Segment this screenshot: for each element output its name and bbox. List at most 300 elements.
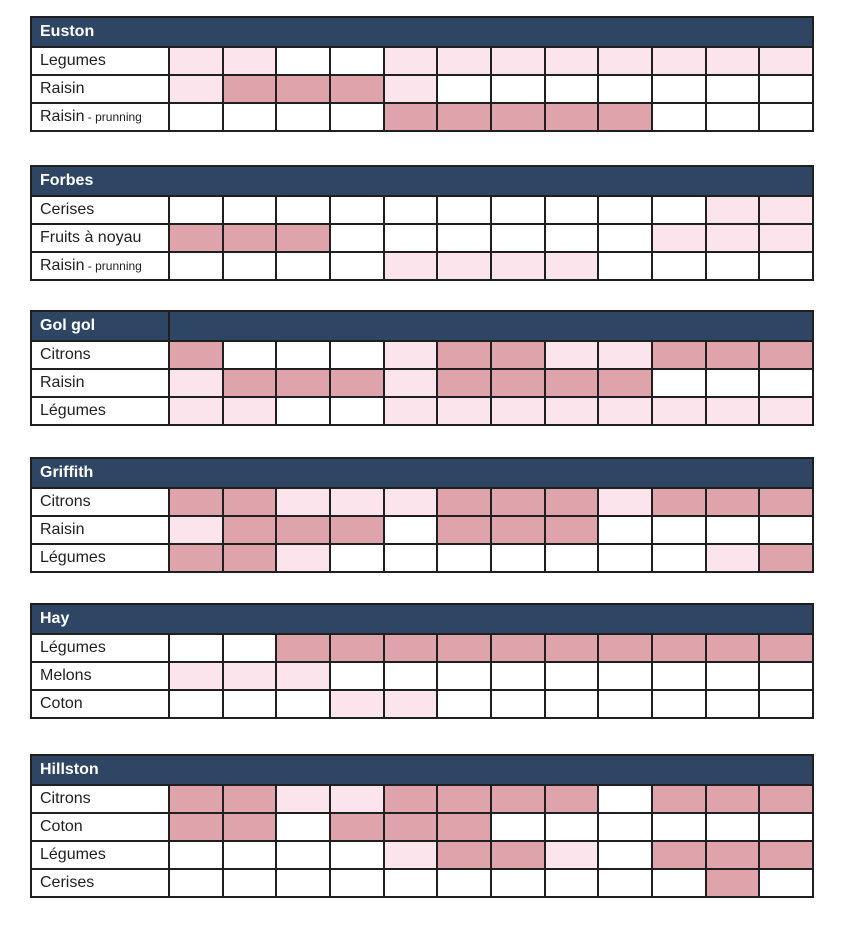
crop-label bbox=[31, 785, 169, 813]
month-cell bbox=[169, 397, 223, 425]
crop-label bbox=[31, 544, 169, 572]
crop-name: Raisin bbox=[40, 521, 85, 538]
month-cell bbox=[169, 813, 223, 841]
month-cell bbox=[706, 75, 760, 103]
month-cell bbox=[491, 544, 545, 572]
month-cell bbox=[276, 785, 330, 813]
month-cell bbox=[706, 690, 760, 718]
crop-label bbox=[31, 634, 169, 662]
month-cell bbox=[545, 813, 599, 841]
month-cell bbox=[759, 869, 813, 897]
month-cell bbox=[169, 224, 223, 252]
month-cell bbox=[545, 662, 599, 690]
month-cell bbox=[545, 634, 599, 662]
month-cell bbox=[384, 634, 438, 662]
month-cell bbox=[437, 662, 491, 690]
month-cell bbox=[759, 47, 813, 75]
month-cell bbox=[706, 488, 760, 516]
month-cell bbox=[276, 341, 330, 369]
month-cell bbox=[169, 662, 223, 690]
crop-name: Cerises bbox=[40, 201, 95, 218]
month-cell bbox=[545, 47, 599, 75]
month-cell bbox=[384, 397, 438, 425]
month-cell bbox=[276, 75, 330, 103]
month-cell bbox=[276, 516, 330, 544]
region-section bbox=[30, 310, 814, 426]
month-cell bbox=[491, 488, 545, 516]
month-cell bbox=[491, 75, 545, 103]
month-cell bbox=[652, 516, 706, 544]
month-cell bbox=[437, 690, 491, 718]
region-section bbox=[30, 457, 814, 573]
table-row bbox=[31, 103, 813, 131]
month-cell bbox=[759, 662, 813, 690]
schedule-table bbox=[30, 633, 814, 719]
table-row bbox=[31, 516, 813, 544]
region-header bbox=[30, 165, 814, 197]
month-cell bbox=[598, 544, 652, 572]
crop-label bbox=[31, 224, 169, 252]
month-cell bbox=[706, 869, 760, 897]
month-cell bbox=[169, 75, 223, 103]
month-cell bbox=[706, 516, 760, 544]
month-cell bbox=[223, 75, 277, 103]
month-cell bbox=[706, 369, 760, 397]
region-section bbox=[30, 16, 814, 132]
crop-name: Citrons bbox=[40, 346, 91, 363]
month-cell bbox=[384, 252, 438, 280]
table-row bbox=[31, 369, 813, 397]
month-cell bbox=[759, 841, 813, 869]
month-cell bbox=[598, 75, 652, 103]
month-cell bbox=[384, 690, 438, 718]
month-cell bbox=[276, 47, 330, 75]
month-cell bbox=[437, 488, 491, 516]
month-cell bbox=[276, 369, 330, 397]
month-cell bbox=[598, 369, 652, 397]
crop-name: Raisin bbox=[40, 108, 85, 125]
month-cell bbox=[706, 196, 760, 224]
month-cell bbox=[652, 75, 706, 103]
month-cell bbox=[169, 841, 223, 869]
region-title: Forbes bbox=[40, 172, 94, 189]
month-cell bbox=[223, 516, 277, 544]
month-cell bbox=[759, 196, 813, 224]
crop-name: Citrons bbox=[40, 790, 91, 807]
month-cell bbox=[598, 634, 652, 662]
schedule-table bbox=[30, 195, 814, 281]
month-cell bbox=[276, 841, 330, 869]
month-cell bbox=[759, 634, 813, 662]
month-cell bbox=[759, 813, 813, 841]
crop-name: Coton bbox=[40, 818, 83, 835]
month-cell bbox=[169, 690, 223, 718]
month-cell bbox=[276, 690, 330, 718]
month-cell bbox=[169, 47, 223, 75]
month-cell bbox=[545, 103, 599, 131]
month-cell bbox=[545, 252, 599, 280]
month-cell bbox=[652, 224, 706, 252]
month-cell bbox=[223, 544, 277, 572]
month-cell bbox=[759, 224, 813, 252]
crop-name: Melons bbox=[40, 667, 92, 684]
month-cell bbox=[545, 869, 599, 897]
table-row bbox=[31, 196, 813, 224]
month-cell bbox=[598, 516, 652, 544]
month-cell bbox=[706, 785, 760, 813]
month-cell bbox=[706, 224, 760, 252]
month-cell bbox=[545, 196, 599, 224]
month-cell bbox=[652, 369, 706, 397]
month-cell bbox=[437, 397, 491, 425]
month-cell bbox=[330, 397, 384, 425]
region-section bbox=[30, 754, 814, 898]
table-row bbox=[31, 397, 813, 425]
month-cell bbox=[330, 341, 384, 369]
month-cell bbox=[598, 252, 652, 280]
month-cell bbox=[223, 252, 277, 280]
month-cell bbox=[169, 103, 223, 131]
month-cell bbox=[169, 869, 223, 897]
table-row bbox=[31, 662, 813, 690]
month-cell bbox=[706, 544, 760, 572]
month-cell bbox=[706, 341, 760, 369]
month-cell bbox=[384, 488, 438, 516]
month-cell bbox=[169, 634, 223, 662]
region-title: Hillston bbox=[40, 761, 99, 778]
month-cell bbox=[223, 662, 277, 690]
month-cell bbox=[491, 103, 545, 131]
month-cell bbox=[437, 196, 491, 224]
month-cell bbox=[759, 397, 813, 425]
crop-label bbox=[31, 369, 169, 397]
crop-label bbox=[31, 397, 169, 425]
month-cell bbox=[437, 516, 491, 544]
crop-label bbox=[31, 488, 169, 516]
month-cell bbox=[276, 252, 330, 280]
month-cell bbox=[545, 544, 599, 572]
month-cell bbox=[437, 369, 491, 397]
month-cell bbox=[330, 196, 384, 224]
month-cell bbox=[491, 841, 545, 869]
region-section bbox=[30, 603, 814, 719]
month-cell bbox=[759, 516, 813, 544]
month-cell bbox=[491, 252, 545, 280]
month-cell bbox=[330, 47, 384, 75]
crop-label bbox=[31, 813, 169, 841]
month-cell bbox=[545, 488, 599, 516]
month-cell bbox=[545, 75, 599, 103]
month-cell bbox=[169, 785, 223, 813]
month-cell bbox=[330, 690, 384, 718]
table-row bbox=[31, 75, 813, 103]
month-cell bbox=[598, 103, 652, 131]
month-cell bbox=[652, 252, 706, 280]
region-title: Griffith bbox=[40, 464, 94, 481]
region-header bbox=[30, 603, 814, 635]
crop-name: Citrons bbox=[40, 493, 91, 510]
month-cell bbox=[276, 634, 330, 662]
table-row bbox=[31, 634, 813, 662]
month-cell bbox=[384, 196, 438, 224]
month-cell bbox=[330, 103, 384, 131]
month-cell bbox=[491, 634, 545, 662]
month-cell bbox=[223, 488, 277, 516]
month-cell bbox=[598, 690, 652, 718]
month-cell bbox=[437, 224, 491, 252]
crop-name: Fruits à noyau bbox=[40, 229, 142, 246]
month-cell bbox=[652, 488, 706, 516]
month-cell bbox=[759, 341, 813, 369]
month-cell bbox=[330, 369, 384, 397]
region-section bbox=[30, 165, 814, 281]
month-cell bbox=[437, 103, 491, 131]
month-cell bbox=[759, 252, 813, 280]
month-cell bbox=[437, 869, 491, 897]
month-cell bbox=[652, 690, 706, 718]
table-row bbox=[31, 252, 813, 280]
month-cell bbox=[491, 869, 545, 897]
month-cell bbox=[223, 634, 277, 662]
month-cell bbox=[706, 634, 760, 662]
crop-label bbox=[31, 47, 169, 75]
month-cell bbox=[545, 841, 599, 869]
month-cell bbox=[384, 341, 438, 369]
region-header bbox=[30, 310, 814, 342]
month-cell bbox=[223, 813, 277, 841]
month-cell bbox=[223, 196, 277, 224]
table-row bbox=[31, 869, 813, 897]
month-cell bbox=[545, 397, 599, 425]
month-cell bbox=[276, 103, 330, 131]
month-cell bbox=[330, 841, 384, 869]
month-cell bbox=[223, 690, 277, 718]
month-cell bbox=[491, 690, 545, 718]
month-cell bbox=[437, 544, 491, 572]
month-cell bbox=[598, 662, 652, 690]
month-cell bbox=[384, 516, 438, 544]
month-cell bbox=[759, 690, 813, 718]
month-cell bbox=[169, 369, 223, 397]
month-cell bbox=[330, 75, 384, 103]
month-cell bbox=[652, 869, 706, 897]
month-cell bbox=[223, 224, 277, 252]
month-cell bbox=[384, 544, 438, 572]
crop-name: Coton bbox=[40, 695, 83, 712]
month-cell bbox=[598, 841, 652, 869]
month-cell bbox=[759, 75, 813, 103]
month-cell bbox=[759, 785, 813, 813]
month-cell bbox=[169, 341, 223, 369]
month-cell bbox=[652, 341, 706, 369]
schedule-table bbox=[30, 487, 814, 573]
month-cell bbox=[706, 103, 760, 131]
month-cell bbox=[491, 224, 545, 252]
month-cell bbox=[491, 662, 545, 690]
crop-name: Raisin bbox=[40, 257, 85, 274]
month-cell bbox=[384, 785, 438, 813]
month-cell bbox=[437, 252, 491, 280]
month-cell bbox=[223, 341, 277, 369]
crop-label bbox=[31, 75, 169, 103]
month-cell bbox=[276, 224, 330, 252]
crop-label bbox=[31, 662, 169, 690]
crop-label bbox=[31, 841, 169, 869]
month-cell bbox=[330, 869, 384, 897]
month-cell bbox=[652, 103, 706, 131]
month-cell bbox=[437, 813, 491, 841]
month-cell bbox=[491, 785, 545, 813]
region-header bbox=[30, 754, 814, 786]
month-cell bbox=[598, 341, 652, 369]
region-header bbox=[30, 457, 814, 489]
crop-name: Raisin bbox=[40, 374, 85, 391]
month-cell bbox=[652, 397, 706, 425]
month-cell bbox=[169, 252, 223, 280]
month-cell bbox=[491, 369, 545, 397]
month-cell bbox=[223, 841, 277, 869]
month-cell bbox=[276, 196, 330, 224]
month-cell bbox=[276, 813, 330, 841]
month-cell bbox=[384, 662, 438, 690]
region-title: Hay bbox=[40, 610, 70, 627]
month-cell bbox=[491, 516, 545, 544]
schedule-table bbox=[30, 784, 814, 898]
month-cell bbox=[330, 813, 384, 841]
crop-label bbox=[31, 341, 169, 369]
month-cell bbox=[276, 397, 330, 425]
month-cell bbox=[598, 813, 652, 841]
crop-name: Légumes bbox=[40, 846, 106, 863]
month-cell bbox=[652, 544, 706, 572]
month-cell bbox=[223, 47, 277, 75]
month-cell bbox=[491, 341, 545, 369]
month-cell bbox=[384, 47, 438, 75]
month-cell bbox=[276, 488, 330, 516]
month-cell bbox=[545, 785, 599, 813]
month-cell bbox=[706, 841, 760, 869]
month-cell bbox=[598, 196, 652, 224]
crop-note: - prunning bbox=[84, 110, 142, 124]
month-cell bbox=[437, 341, 491, 369]
month-cell bbox=[223, 869, 277, 897]
crop-label bbox=[31, 252, 169, 280]
month-cell bbox=[276, 544, 330, 572]
month-cell bbox=[384, 103, 438, 131]
crop-label bbox=[31, 869, 169, 897]
month-cell bbox=[330, 544, 384, 572]
month-cell bbox=[652, 662, 706, 690]
month-cell bbox=[223, 103, 277, 131]
crop-name: Raisin bbox=[40, 80, 85, 97]
crop-note: - prunning bbox=[84, 259, 142, 273]
month-cell bbox=[706, 813, 760, 841]
table-row bbox=[31, 224, 813, 252]
month-cell bbox=[652, 813, 706, 841]
month-cell bbox=[598, 397, 652, 425]
month-cell bbox=[330, 252, 384, 280]
crop-name: Légumes bbox=[40, 639, 106, 656]
region-header bbox=[30, 16, 814, 48]
month-cell bbox=[545, 690, 599, 718]
month-cell bbox=[330, 634, 384, 662]
crop-name: Légumes bbox=[40, 549, 106, 566]
month-cell bbox=[598, 488, 652, 516]
crop-label bbox=[31, 103, 169, 131]
month-cell bbox=[652, 47, 706, 75]
crop-label bbox=[31, 690, 169, 718]
crop-label bbox=[31, 516, 169, 544]
month-cell bbox=[598, 224, 652, 252]
crop-name: Cerises bbox=[40, 874, 95, 891]
month-cell bbox=[169, 196, 223, 224]
month-cell bbox=[384, 224, 438, 252]
month-cell bbox=[545, 224, 599, 252]
month-cell bbox=[169, 488, 223, 516]
region-title: Euston bbox=[40, 23, 95, 40]
month-cell bbox=[330, 488, 384, 516]
month-cell bbox=[384, 869, 438, 897]
month-cell bbox=[759, 369, 813, 397]
month-cell bbox=[759, 103, 813, 131]
month-cell bbox=[330, 516, 384, 544]
month-cell bbox=[223, 397, 277, 425]
table-row bbox=[31, 341, 813, 369]
table-row bbox=[31, 544, 813, 572]
month-cell bbox=[706, 397, 760, 425]
month-cell bbox=[437, 75, 491, 103]
schedule-table bbox=[30, 340, 814, 426]
month-cell bbox=[759, 488, 813, 516]
month-cell bbox=[330, 785, 384, 813]
month-cell bbox=[437, 47, 491, 75]
month-cell bbox=[223, 369, 277, 397]
month-cell bbox=[652, 634, 706, 662]
table-row bbox=[31, 785, 813, 813]
month-cell bbox=[491, 397, 545, 425]
month-cell bbox=[652, 785, 706, 813]
month-cell bbox=[491, 813, 545, 841]
month-cell bbox=[545, 341, 599, 369]
month-cell bbox=[437, 841, 491, 869]
table-row bbox=[31, 841, 813, 869]
schedule-table bbox=[30, 46, 814, 132]
header-divider bbox=[168, 312, 170, 340]
month-cell bbox=[384, 75, 438, 103]
month-cell bbox=[330, 224, 384, 252]
region-title: Gol gol bbox=[40, 317, 96, 334]
month-cell bbox=[598, 47, 652, 75]
table-row bbox=[31, 488, 813, 516]
table-row bbox=[31, 47, 813, 75]
month-cell bbox=[437, 785, 491, 813]
month-cell bbox=[491, 47, 545, 75]
month-cell bbox=[545, 369, 599, 397]
month-cell bbox=[598, 785, 652, 813]
month-cell bbox=[545, 516, 599, 544]
month-cell bbox=[652, 196, 706, 224]
month-cell bbox=[169, 516, 223, 544]
crop-name: Legumes bbox=[40, 52, 106, 69]
month-cell bbox=[652, 841, 706, 869]
month-cell bbox=[276, 869, 330, 897]
month-cell bbox=[330, 662, 384, 690]
month-cell bbox=[223, 785, 277, 813]
month-cell bbox=[706, 252, 760, 280]
month-cell bbox=[706, 47, 760, 75]
month-cell bbox=[384, 369, 438, 397]
month-cell bbox=[598, 869, 652, 897]
